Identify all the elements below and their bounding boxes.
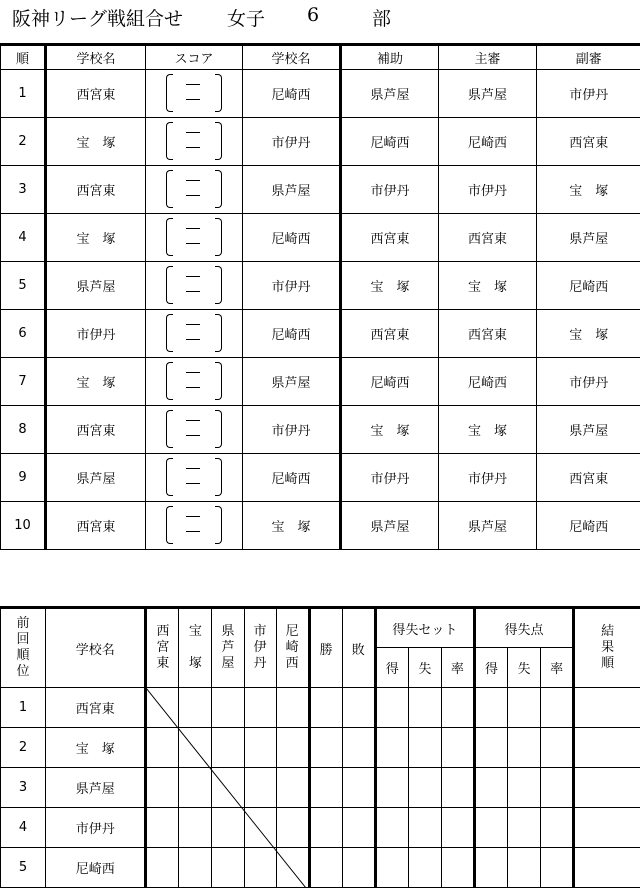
header-point-group: 得失点 [474, 608, 573, 648]
assist-school: 西宮東 [341, 310, 439, 358]
result-cell [179, 768, 212, 808]
match-number: 2 [1, 118, 46, 166]
school-a: 県芦屋 [46, 454, 146, 502]
score-dash-bottom [186, 99, 200, 100]
result-cell [244, 848, 276, 888]
assist-school: 西宮東 [341, 214, 439, 262]
result-cell [474, 768, 507, 808]
result-cell [212, 848, 244, 888]
header-set-gain: 得 [375, 648, 408, 688]
schedule-row [1, 358, 640, 406]
result-cell [212, 768, 244, 808]
score-dash-top [186, 420, 200, 421]
score-bracket [164, 168, 224, 208]
header-losses: 敗 [342, 608, 375, 688]
left-bracket [166, 458, 173, 496]
title-gender: 女子 [227, 8, 266, 30]
score-cell [146, 70, 243, 118]
left-bracket [166, 314, 173, 352]
result-cell [441, 728, 474, 768]
chief-referee: 県芦屋 [439, 502, 537, 550]
result-cell [244, 768, 276, 808]
result-cell [441, 768, 474, 808]
score-bracket [164, 312, 224, 352]
result-cell [408, 728, 441, 768]
score-cell [146, 214, 243, 262]
right-bracket [215, 74, 222, 112]
result-cell [179, 808, 212, 848]
result-cell [146, 688, 179, 728]
sub-referee: 宝 塚 [537, 310, 640, 358]
result-cell [212, 808, 244, 848]
header-school: 学校名 [46, 608, 146, 688]
school-a: 西宮東 [46, 406, 146, 454]
score-bracket [164, 120, 224, 160]
score-cell [146, 118, 243, 166]
chief-referee: 西宮東 [439, 310, 537, 358]
school-name: 宝 塚 [46, 728, 146, 768]
school-b: 市伊丹 [243, 406, 341, 454]
result-cell [375, 688, 408, 728]
schedule-row [1, 406, 640, 454]
result-cell [408, 848, 441, 888]
assist-school: 宝 塚 [341, 262, 439, 310]
schedule-row [1, 262, 640, 310]
result-cell [508, 808, 541, 848]
right-bracket [215, 314, 222, 352]
school-a: 宝 塚 [46, 118, 146, 166]
result-cell [146, 728, 179, 768]
score-dash-bottom [186, 195, 200, 196]
school-b: 市伊丹 [243, 118, 341, 166]
score-cell [146, 166, 243, 214]
result-cell [244, 688, 276, 728]
result-cell [375, 848, 408, 888]
school-b: 宝 塚 [243, 502, 341, 550]
result-cell [541, 808, 574, 848]
result-cell [309, 768, 342, 808]
right-bracket [215, 410, 222, 448]
schedule-row [1, 166, 640, 214]
prev-rank: 5 [1, 848, 46, 888]
result-cell [309, 728, 342, 768]
sub-referee: 西宮東 [537, 454, 640, 502]
result-cell [375, 728, 408, 768]
match-number: 8 [1, 406, 46, 454]
assist-school: 宝 塚 [341, 406, 439, 454]
result-cell [342, 848, 375, 888]
result-cell [508, 728, 541, 768]
prev-rank: 4 [1, 808, 46, 848]
standings-row [1, 768, 640, 808]
left-bracket [166, 266, 173, 304]
score-bracket [164, 216, 224, 256]
result-cell [441, 808, 474, 848]
sub-referee: 尼崎西 [537, 502, 640, 550]
sub-referee: 市伊丹 [537, 358, 640, 406]
school-b: 尼崎西 [243, 310, 341, 358]
result-cell [276, 848, 309, 888]
result-cell [309, 808, 342, 848]
standings-row [1, 728, 640, 768]
result-cell [244, 808, 276, 848]
result-cell [212, 688, 244, 728]
schedule-row [1, 70, 640, 118]
header-point-rate: 率 [541, 648, 574, 688]
header-opponent-5: 尼 崎 西 [276, 608, 309, 688]
result-cell [342, 808, 375, 848]
result-cell [574, 768, 640, 808]
left-bracket [166, 218, 173, 256]
match-number: 1 [1, 70, 46, 118]
header-assist: 補助 [341, 45, 439, 70]
match-number: 5 [1, 262, 46, 310]
header-point-loss: 失 [508, 648, 541, 688]
result-cell [508, 848, 541, 888]
result-cell [541, 728, 574, 768]
score-dash-top [186, 372, 200, 373]
score-dash-bottom [186, 147, 200, 148]
result-cell [408, 808, 441, 848]
score-cell [146, 262, 243, 310]
score-cell [146, 502, 243, 550]
left-bracket [166, 410, 173, 448]
chief-referee: 尼崎西 [439, 358, 537, 406]
result-cell [309, 688, 342, 728]
result-cell [508, 768, 541, 808]
schedule-row [1, 502, 640, 550]
score-dash-bottom [186, 435, 200, 436]
left-bracket [166, 362, 173, 400]
score-bracket [164, 264, 224, 304]
score-dash-bottom [186, 291, 200, 292]
title-main: 阪神リーグ戦組合せ [12, 8, 184, 30]
score-dash-top [186, 228, 200, 229]
header-prev-rank: 前 回 順 位 [1, 608, 46, 688]
header-set-loss: 失 [408, 648, 441, 688]
result-cell [441, 688, 474, 728]
result-cell [276, 768, 309, 808]
schedule-row [1, 454, 640, 502]
result-cell [474, 728, 507, 768]
match-number: 6 [1, 310, 46, 358]
school-a: 西宮東 [46, 70, 146, 118]
school-name: 西宮東 [46, 688, 146, 728]
result-cell [408, 768, 441, 808]
chief-referee: 市伊丹 [439, 166, 537, 214]
result-cell [508, 688, 541, 728]
score-bracket [164, 72, 224, 112]
result-cell [441, 848, 474, 888]
score-dash-bottom [186, 387, 200, 388]
result-cell [146, 768, 179, 808]
result-cell [474, 848, 507, 888]
score-dash-bottom [186, 483, 200, 484]
left-bracket [166, 506, 173, 544]
score-cell [146, 454, 243, 502]
match-number: 7 [1, 358, 46, 406]
standings-row [1, 688, 640, 728]
header-score: スコア [146, 45, 243, 70]
score-dash-top [186, 468, 200, 469]
score-bracket [164, 504, 224, 544]
sub-referee: 県芦屋 [537, 406, 640, 454]
schedule-table [0, 43, 640, 550]
right-bracket [215, 458, 222, 496]
school-a: 宝 塚 [46, 214, 146, 262]
prev-rank: 1 [1, 688, 46, 728]
header-point-gain: 得 [474, 648, 507, 688]
right-bracket [215, 362, 222, 400]
result-cell [179, 848, 212, 888]
standings-row [1, 808, 640, 848]
assist-school: 県芦屋 [341, 70, 439, 118]
sub-referee: 宝 塚 [537, 166, 640, 214]
schedule-row [1, 310, 640, 358]
sub-referee: 尼崎西 [537, 262, 640, 310]
school-a: 西宮東 [46, 502, 146, 550]
header-school-a: 学校名 [46, 45, 146, 70]
result-cell [574, 728, 640, 768]
left-bracket [166, 170, 173, 208]
right-bracket [215, 218, 222, 256]
chief-referee: 市伊丹 [439, 454, 537, 502]
sub-referee: 市伊丹 [537, 70, 640, 118]
score-dash-top [186, 324, 200, 325]
chief-referee: 尼崎西 [439, 118, 537, 166]
school-b: 市伊丹 [243, 262, 341, 310]
result-cell [574, 848, 640, 888]
result-cell [342, 768, 375, 808]
school-b: 尼崎西 [243, 70, 341, 118]
score-dash-bottom [186, 339, 200, 340]
header-set-rate: 率 [441, 648, 474, 688]
header-opponent-4: 市 伊 丹 [244, 608, 276, 688]
assist-school: 市伊丹 [341, 454, 439, 502]
result-cell [276, 808, 309, 848]
match-number: 10 [1, 502, 46, 550]
score-dash-top [186, 84, 200, 85]
result-cell [474, 688, 507, 728]
school-name: 市伊丹 [46, 808, 146, 848]
score-bracket [164, 360, 224, 400]
score-dash-top [186, 132, 200, 133]
right-bracket [215, 266, 222, 304]
result-cell [309, 848, 342, 888]
result-cell [541, 848, 574, 888]
result-cell [375, 768, 408, 808]
assist-school: 尼崎西 [341, 358, 439, 406]
score-cell [146, 406, 243, 454]
score-dash-bottom [186, 531, 200, 532]
standings-table [0, 606, 640, 888]
school-a: 宝 塚 [46, 358, 146, 406]
school-name: 尼崎西 [46, 848, 146, 888]
header-wins: 勝 [309, 608, 342, 688]
left-bracket [166, 122, 173, 160]
result-cell [541, 768, 574, 808]
assist-school: 市伊丹 [341, 166, 439, 214]
title-number: 6 [307, 4, 320, 26]
school-a: 西宮東 [46, 166, 146, 214]
school-a: 市伊丹 [46, 310, 146, 358]
school-b: 尼崎西 [243, 214, 341, 262]
schedule-row [1, 118, 640, 166]
match-number: 3 [1, 166, 46, 214]
assist-school: 尼崎西 [341, 118, 439, 166]
header-set-group: 得失セット [375, 608, 474, 648]
chief-referee: 西宮東 [439, 214, 537, 262]
chief-referee: 県芦屋 [439, 70, 537, 118]
title-division: 部 [372, 8, 392, 30]
chief-referee: 宝 塚 [439, 406, 537, 454]
header-opponent-2: 宝 塚 [179, 608, 212, 688]
match-number: 4 [1, 214, 46, 262]
header-result: 結 果 順 [574, 608, 640, 688]
result-cell [212, 728, 244, 768]
result-cell [342, 728, 375, 768]
result-cell [375, 808, 408, 848]
left-bracket [166, 74, 173, 112]
result-cell [179, 688, 212, 728]
score-cell [146, 310, 243, 358]
header-opponent-1: 西 宮 東 [146, 608, 179, 688]
standings-header-row-1 [1, 608, 640, 648]
chief-referee: 宝 塚 [439, 262, 537, 310]
match-number: 9 [1, 454, 46, 502]
school-b: 県芦屋 [243, 166, 341, 214]
header-no: 順 [1, 45, 46, 70]
result-cell [179, 728, 212, 768]
right-bracket [215, 506, 222, 544]
school-b: 尼崎西 [243, 454, 341, 502]
result-cell [474, 808, 507, 848]
header-school-b: 学校名 [243, 45, 341, 70]
sub-referee: 西宮東 [537, 118, 640, 166]
standings-row [1, 848, 640, 888]
school-b: 県芦屋 [243, 358, 341, 406]
result-cell [342, 688, 375, 728]
score-dash-top [186, 180, 200, 181]
score-dash-top [186, 516, 200, 517]
score-bracket [164, 408, 224, 448]
header-sub-referee: 副審 [537, 45, 640, 70]
header-opponent-3: 県 芦 屋 [212, 608, 244, 688]
prev-rank: 3 [1, 768, 46, 808]
assist-school: 県芦屋 [341, 502, 439, 550]
prev-rank: 2 [1, 728, 46, 768]
result-cell [541, 688, 574, 728]
result-cell [574, 688, 640, 728]
right-bracket [215, 170, 222, 208]
right-bracket [215, 122, 222, 160]
result-cell [146, 808, 179, 848]
result-cell [574, 808, 640, 848]
score-bracket [164, 456, 224, 496]
result-cell [408, 688, 441, 728]
score-dash-top [186, 276, 200, 277]
sub-referee: 県芦屋 [537, 214, 640, 262]
schedule-header-row [1, 45, 640, 70]
header-chief-referee: 主審 [439, 45, 537, 70]
school-name: 県芦屋 [46, 768, 146, 808]
result-cell [146, 848, 179, 888]
schedule-row [1, 214, 640, 262]
score-cell [146, 358, 243, 406]
result-cell [244, 728, 276, 768]
result-cell [276, 688, 309, 728]
score-dash-bottom [186, 243, 200, 244]
result-cell [276, 728, 309, 768]
school-a: 県芦屋 [46, 262, 146, 310]
